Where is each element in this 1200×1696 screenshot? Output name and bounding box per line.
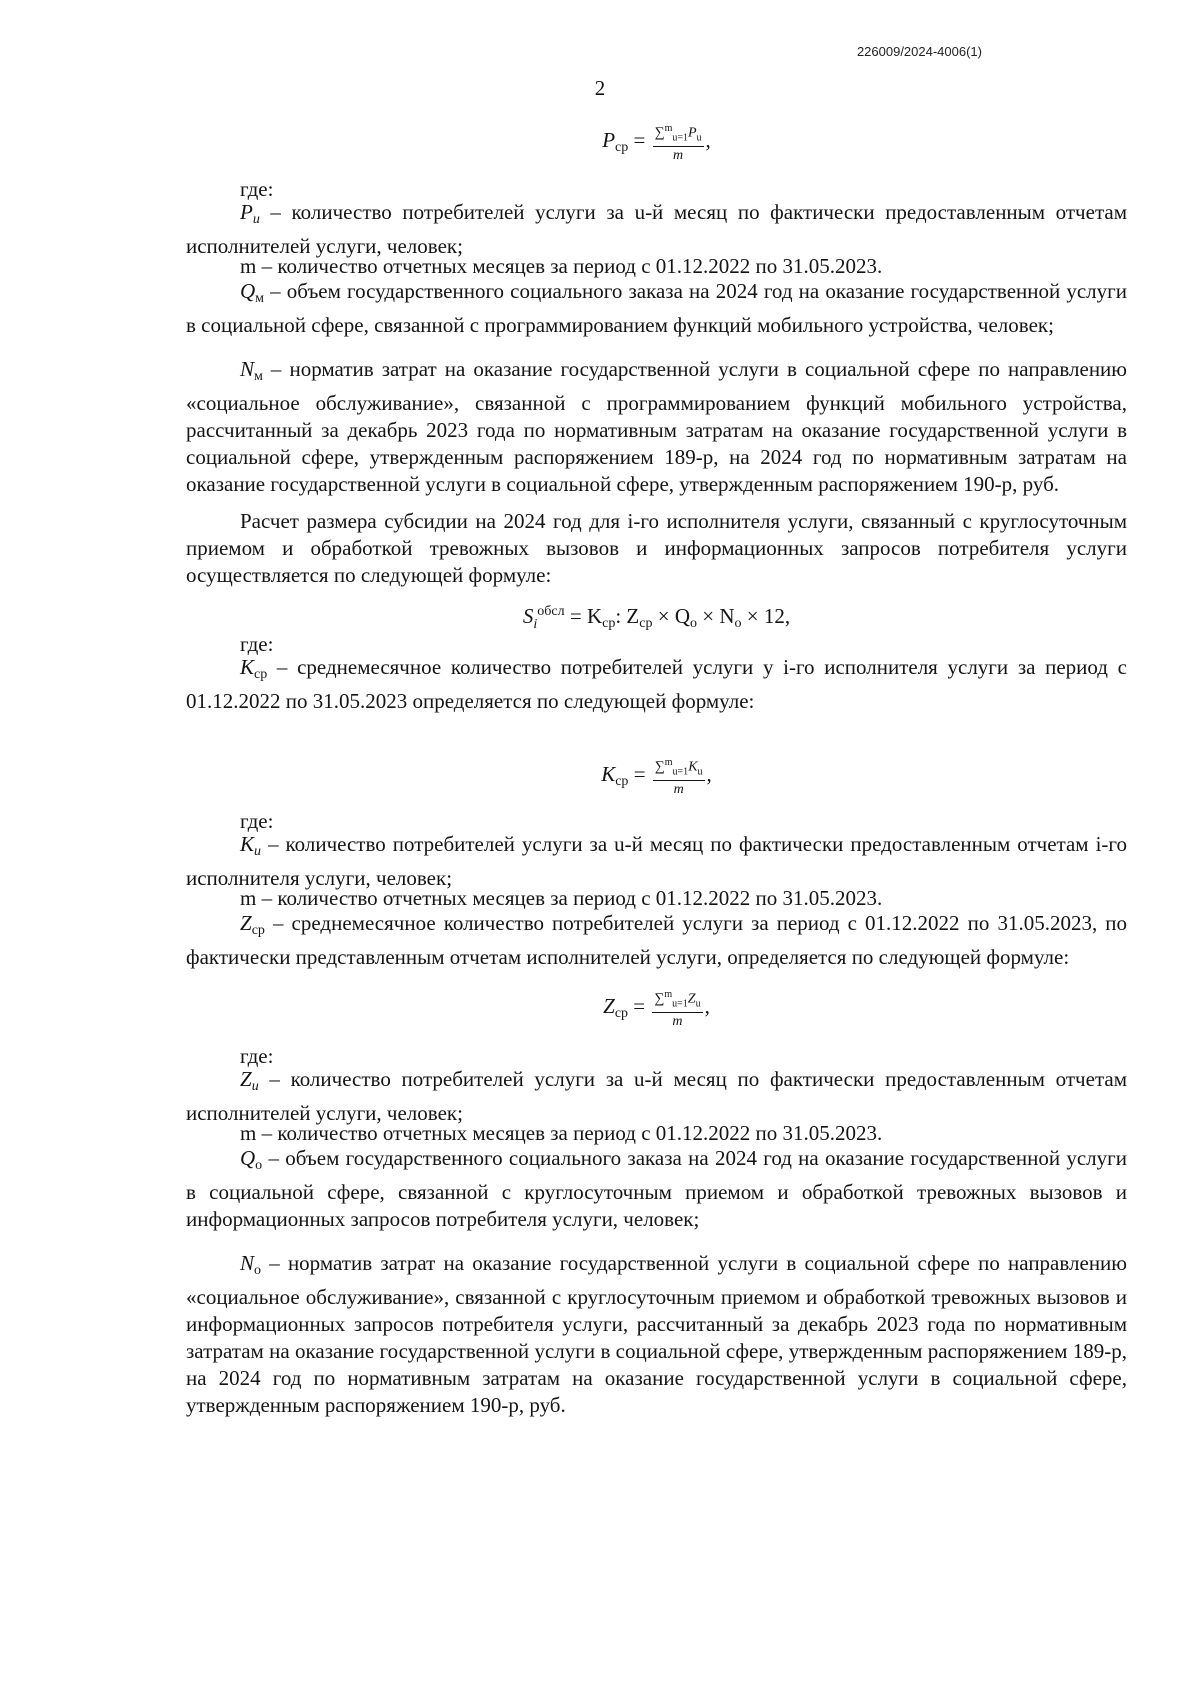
page-number: 2 (594, 76, 606, 100)
paragraph-z-u: $Z_u$ – количество потребителей услуги за u-й месяц по фактически предоставленным отчетам исполнителей услуги, человек; (186, 1067, 1127, 1125)
paragraph-z-sr: $Z_{ср}$ – среднемесячное количество потребителей услуги за период с 01.12.2022 по 31.05.2023, по фактически представленным отчетам исполнителей услуги, определяется по следующей формуле: (186, 911, 1127, 969)
paragraph-raschet: Расчет размера субсидии на 2024 год для i-го исполнителя услуги, связанный с круглосуточным приемом и обработкой тревожных вызовов и информационных запросов потребителя услуги осуществляется по следующей формуле: (186, 509, 1127, 587)
formula-p-avg: $P_{ср}$ = $\frac{\sum^m_{u=1}P_u}{m}$ , (186, 120, 1127, 164)
paragraph-k-sr: $K_{ср}$ – среднемесячное количество потребителей услуги у i-го исполнителя услуги за период с 01.12.2022 по 31.05.2023 определяется по следующей формуле: (186, 655, 1127, 713)
paragraph-n-o: $N_о$ – норматив затрат на оказание государственной услуги в социальной сфере по направлению «социальное обслуживание», связанной с круглосуточным приемом и обработкой тревожных вызовов и информационных запросов потребителя услуги, рассчитанный за декабрь 2023 года по нормативным затратам на оказание государственной услуги в социальной сфере, утвержденным распоряжением 189-р, на 2024 год по нормативным затратам на оказание государственной услуги в социальной сфере, утвержденным распоряжением 190-р, руб. (186, 1251, 1127, 1417)
fraction: $\frac{\sum^m_{u=1}Z_u}{m}$ (652, 986, 702, 1030)
document-id: 226009/2024-4006(1) (856, 44, 982, 59)
paragraph-m-1: m – количество отчетных месяцев за период с 01.12.2022 по 31.05.2023. (240, 254, 883, 278)
paragraph-n-m: $N_м$ – норматив затрат на оказание государственной услуги в социальной сфере по направлению «социальное обслуживание», связанной с программированием функций мобильного устройства, рассчитанный за декабрь 2023 года по нормативным затратам на оказание государственной услуги в социальной сфере, утвержденным распоряжением 189-р, на 2024 год по нормативным затратам на оказание государственной услуги в социальной сфере, утвержденным распоряжением 190-р, руб. (186, 357, 1127, 496)
formula-k-avg: $K_{ср}$ = $\frac{\sum^m_{u=1}K_u}{m}$ , (186, 754, 1127, 798)
fraction: $\frac{\sum^m_{u=1}P_u}{m}$ (653, 120, 704, 164)
formula-z-avg: $Z_{ср}$ = $\frac{\sum^m_{u=1}Z_u}{m}$ , (186, 986, 1127, 1030)
paragraph-q-m: $Q_м$ – объем государственного социального заказа на 2024 год на оказание государственной услуги в социальной сфере, связанной с программированием функций мобильного устройства, человек; (186, 279, 1127, 337)
formula-s-obsl: $S_i^{обсл} = K_{ср}$: $Z_{ср} \times Q_о \times N_о \times 12$, (522, 604, 791, 633)
paragraph-k-u: $K_u$ – количество потребителей услуги за u-й месяц по фактически предоставленным отчетам i-го исполнителя услуги, человек; (186, 832, 1127, 890)
paragraph-m-3: m – количество отчетных месяцев за период с 01.12.2022 по 31.05.2023. (240, 1121, 883, 1145)
paragraph-p-u: $P_u$ – количество потребителей услуги за u-й месяц по фактически предоставленным отчетам исполнителей услуги, человек; (186, 200, 1127, 258)
where-label: где: (240, 177, 274, 201)
where-label: где: (240, 632, 274, 656)
paragraph-q-o: $Q_о$ – объем государственного социального заказа на 2024 год на оказание государственной услуги в социальной сфере, связанной с круглосуточным приемом и обработкой тревожных вызовов и информационных запросов потребителя услуги, человек; (186, 1146, 1127, 1231)
paragraph-m-2: m – количество отчетных месяцев за период с 01.12.2022 по 31.05.2023. (240, 886, 883, 910)
where-label: где: (240, 1044, 274, 1068)
fraction: $\frac{\sum^m_{u=1}K_u}{m}$ (653, 754, 705, 798)
where-label: где: (240, 809, 274, 833)
